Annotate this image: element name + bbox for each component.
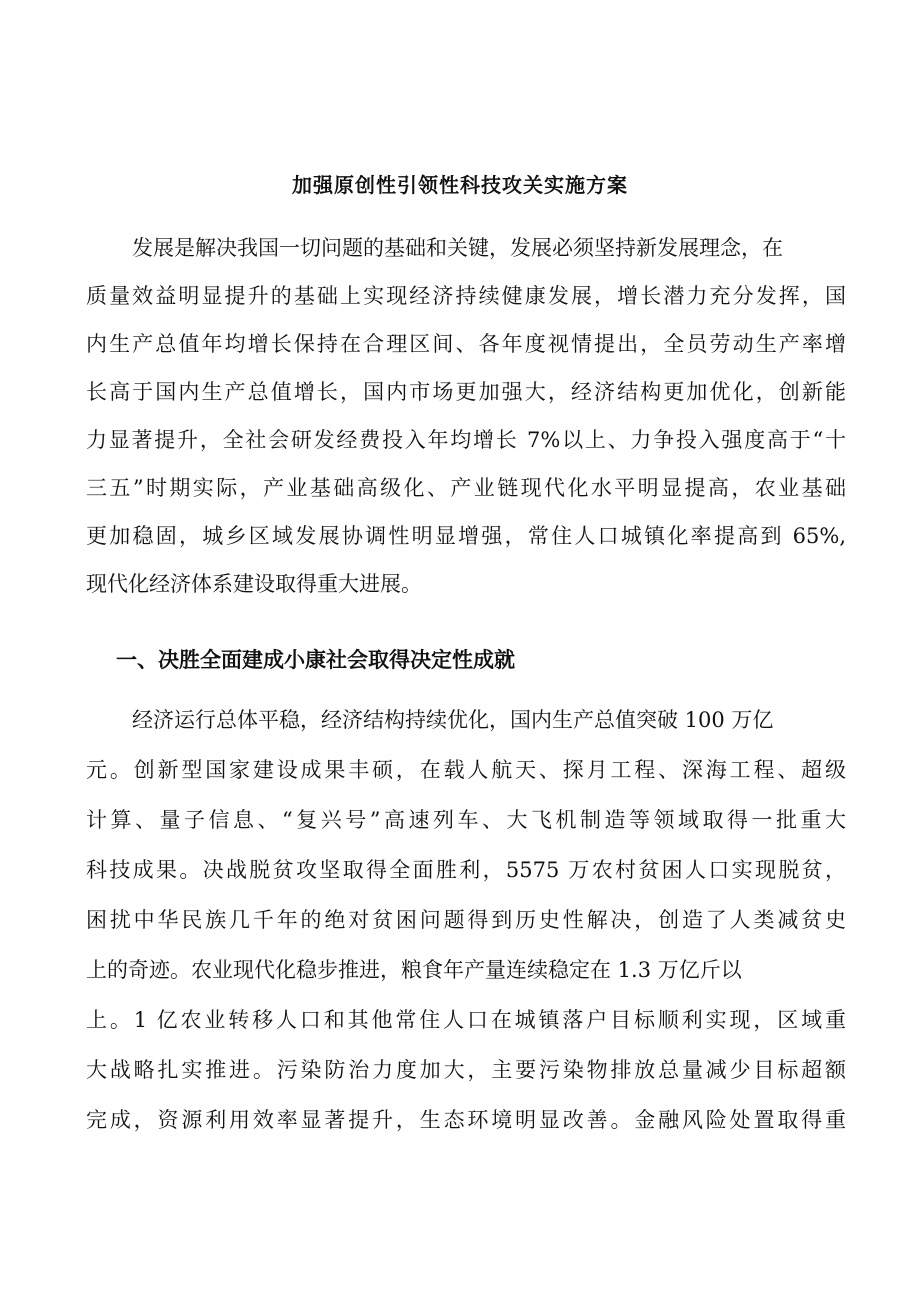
paragraph-2-line-8: 大战略扎实推进。污染防治力度加大，主要污染物排放总量减少目标超额: [86, 1058, 846, 1082]
paragraph-2-line-9: 完成，资源利用效率显著提升，生态环境明显改善。金融风险处置取得重: [86, 1108, 846, 1132]
paragraph-2-line-1: 经济运行总体平稳，经济结构持续优化，国内生产总值突破 100 万亿: [132, 708, 774, 732]
paragraph-2-line-4: 科技成果。决战脱贫攻坚取得全面胜利，5575 万农村贫困人口实现脱贫，: [86, 858, 846, 882]
paragraph-1-line-1: 发展是解决我国一切问题的基础和关键，发展必须坚持新发展理念，在: [132, 236, 783, 260]
section-1-heading: 一、决胜全面建成小康社会取得决定性成就: [116, 647, 515, 672]
paragraph-2-line-7: 上。1 亿农业转移人口和其他常住人口在城镇落户目标顺利实现，区域重: [86, 1008, 846, 1032]
paragraph-1-line-7: 更加稳固，城乡区域发展协调性明显增强，常住人口城镇化率提高到 65%,: [86, 524, 846, 548]
paragraph-2-line-2: 元。创新型国家建设成果丰硕，在载人航天、探月工程、深海工程、超级: [86, 758, 846, 782]
paragraph-1-line-2: 质量效益明显提升的基础上实现经济持续健康发展，增长潜力充分发挥，国: [86, 284, 846, 308]
paragraph-1-line-3: 内生产总值年均增长保持在合理区间、各年度视情提出，全员劳动生产率增: [86, 332, 846, 356]
paragraph-1-line-6: 三五”时期实际，产业基础高级化、产业链现代化水平明显提高，农业基础: [86, 476, 846, 500]
document-title: 加强原创性引领性科技攻关实施方案: [292, 173, 628, 197]
paragraph-1-line-5: 力显著提升，全社会研发经费投入年均增长 7%以上、力争投入强度高于“十: [86, 428, 846, 452]
paragraph-2-line-5: 困扰中华民族几千年的绝对贫困问题得到历史性解决，创造了人类减贫史: [86, 908, 846, 932]
paragraph-2-line-3: 计算、量子信息、“复兴号”高速列车、大飞机制造等领域取得一批重大: [86, 808, 846, 832]
paragraph-2-line-6: 上的奇迹。农业现代化稳步推进，粮食年产量连续稳定在 1.3 万亿斤以: [86, 958, 742, 982]
paragraph-1-line-8: 现代化经济体系建设取得重大进展。: [86, 572, 422, 596]
paragraph-1-line-4: 长高于国内生产总值增长，国内市场更加强大，经济结构更加优化，创新能: [86, 380, 846, 404]
